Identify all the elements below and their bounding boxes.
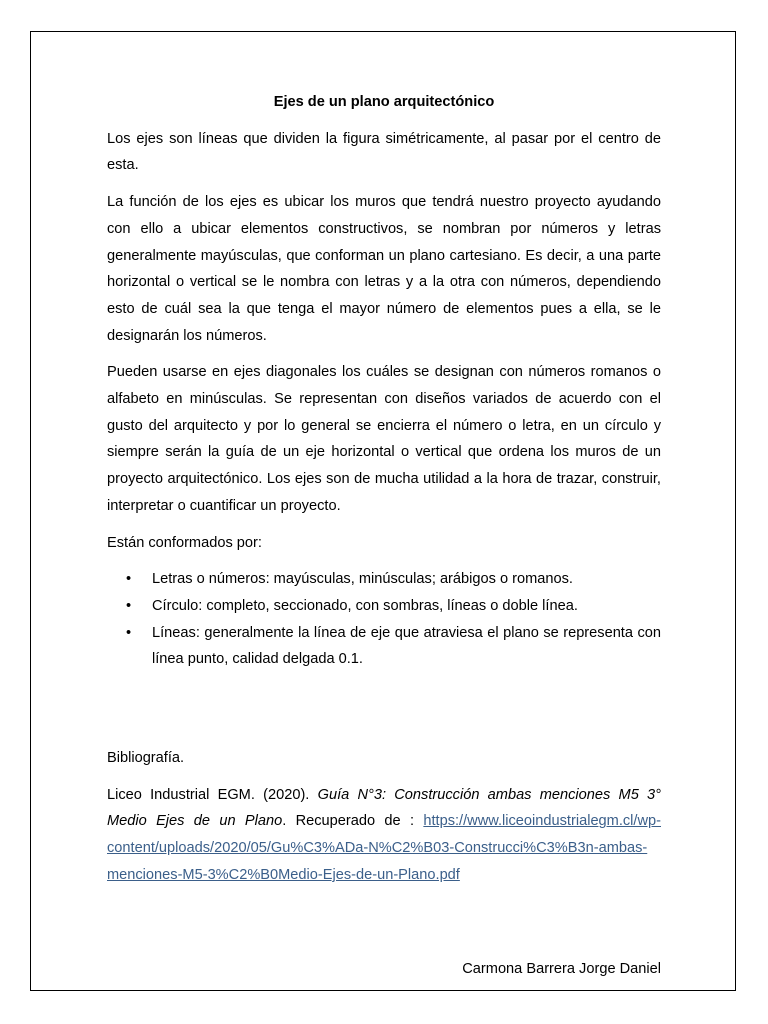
bullet-icon: • bbox=[126, 597, 132, 614]
document-title: Ejes de un plano arquitectónico bbox=[273, 94, 495, 110]
list-item-text: Círculo: completo, seccionado, con sombras, líneas o doble línea. bbox=[152, 597, 578, 614]
section-gap bbox=[107, 673, 661, 745]
citation-retrieved-label: . Recuperado de : bbox=[282, 813, 424, 830]
document-body bbox=[107, 89, 661, 899]
paragraph-diagonal-axes: Pueden usarse en ejes diagonales los cuáles se designan con números romanos o alfabeto en minúsculas. Se representan con diseños variados de acuerdo con el gusto del arquitecto y por lo general se encierra el número o letra, en un círculo y siempre serán la guía de un eje horizontal o vertical que ordena los muros de un proyecto arquitectónico. Los ejes son de mucha utilidad a la hora de trazar, construir, interpretar o cuantificar un proyecto. bbox=[107, 364, 661, 514]
bullet-icon: • bbox=[126, 571, 132, 588]
list-item bbox=[107, 566, 661, 593]
list-item bbox=[107, 620, 661, 673]
citation-work-title: Guía N°3: Construcción ambas menciones M5 3° Medio Ejes de un Plano bbox=[107, 786, 661, 830]
bibliography-entry bbox=[107, 782, 661, 889]
citation-url-link[interactable]: https://www.liceoindustrialegm.cl/wp-content/uploads/2020/05/Gu%C3%ADa-N%C2%B03-Construcci%C3%B3n-ambas-menciones-M5-3%C2%B0Medio-Ejes-de-un-Plano.pdf bbox=[107, 813, 661, 883]
list-item-text: Líneas: generalmente la línea de eje que atraviesa el plano se representa con línea punto, calidad delgada 0.1. bbox=[152, 624, 661, 668]
paragraph-definition: Los ejes son líneas que dividen la figura simétricamente, al pasar por el centro de esta. bbox=[107, 130, 661, 174]
bibliography-heading: Bibliografía. bbox=[107, 750, 185, 767]
author-signature: Carmona Barrera Jorge Daniel bbox=[462, 961, 661, 977]
paragraph-list-intro: Están conformados por: bbox=[107, 534, 262, 551]
bullet-icon: • bbox=[126, 624, 132, 641]
citation-author-year: Liceo Industrial EGM. (2020). bbox=[107, 786, 318, 803]
list-item-text: Letras o números: mayúsculas, minúsculas; arábigos o romanos. bbox=[152, 571, 573, 588]
list-item bbox=[107, 593, 661, 620]
components-list bbox=[107, 566, 661, 673]
paragraph-function: La función de los ejes es ubicar los muros que tendrá nuestro proyecto ayudando con ello a ubicar elementos constructivos, se nombran por números y letras generalmente mayúsculas, que conforman un plano cartesiano. Es decir, a una parte horizontal o vertical se le nombra con letras y a la otra con números, dependiendo esto de cuál sea la que tenga el mayor número de elementos pues a ella, se le designarán los números. bbox=[107, 194, 661, 344]
